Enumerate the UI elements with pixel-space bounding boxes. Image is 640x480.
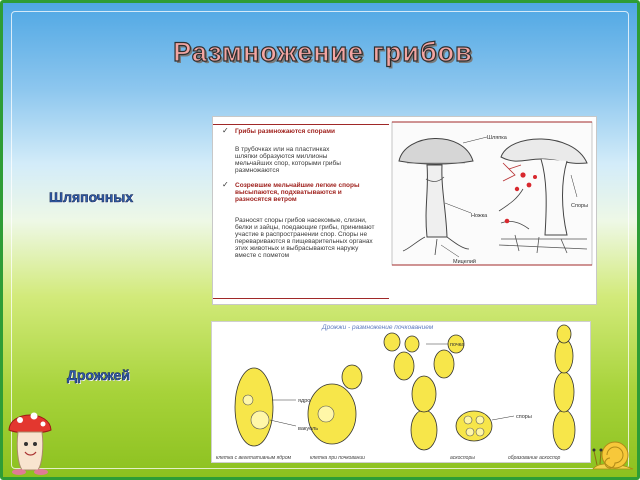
label-vacuole: вакуоль: [298, 426, 319, 432]
caption-3: аскоспоры: [450, 455, 475, 461]
caption-4: образование аскоспор: [508, 455, 561, 461]
caption-1: клетка с вегетативным ядром: [216, 455, 292, 461]
check-icon: ✓: [222, 126, 229, 135]
mushroom-panel: [212, 116, 597, 305]
mushroom-structure-diagram: [391, 119, 594, 267]
p1-heading: Грибы размножаются спорами: [235, 128, 336, 135]
label-cap-fungi: Шляпочных: [49, 189, 134, 205]
label-nucleus: ядро: [298, 398, 311, 404]
label-cap: Шляпка: [487, 135, 507, 141]
divider-bottom: [213, 298, 389, 299]
mushroom-character-icon: [6, 408, 54, 476]
check-icon: ✓: [222, 180, 229, 189]
label-mycelium: Мицелий: [453, 259, 476, 265]
mushroom-text-column: [213, 117, 391, 304]
label-stem: Ножка: [471, 213, 488, 219]
p3-body: Разносят споры грибов насекомые, слизни, белки и зайцы, поедающие грибы, принимают участие в распространении спор. Споры не перевариваются в пищеварительных органах этих животных и выбрасываются наружу вместе с пометом: [235, 217, 375, 259]
p1-body: В трубочках или на пластинках шляпки образуются миллионы мельчайших спор, которыми грибы размножаются: [235, 146, 341, 174]
yeast-panel: [211, 321, 591, 463]
label-spores-yeast: споры: [516, 414, 532, 420]
yeast-budding-diagram: [212, 322, 590, 462]
label-spores: Споры: [571, 203, 589, 209]
label-bud: почка: [450, 342, 465, 348]
slide-title: Размножение грибов: [173, 37, 473, 67]
label-yeast: Дрожжей: [67, 367, 130, 383]
snail-icon: [589, 431, 637, 475]
p2-heading: Созревшие мельчайшие легкие споры высыпаются, подхватываются и разносятся ветром: [235, 182, 360, 203]
yeast-panel-title: Дрожжи - размножение почкованием: [322, 324, 434, 331]
caption-2: клетка при почковании: [310, 455, 365, 461]
divider-top: [213, 124, 389, 125]
